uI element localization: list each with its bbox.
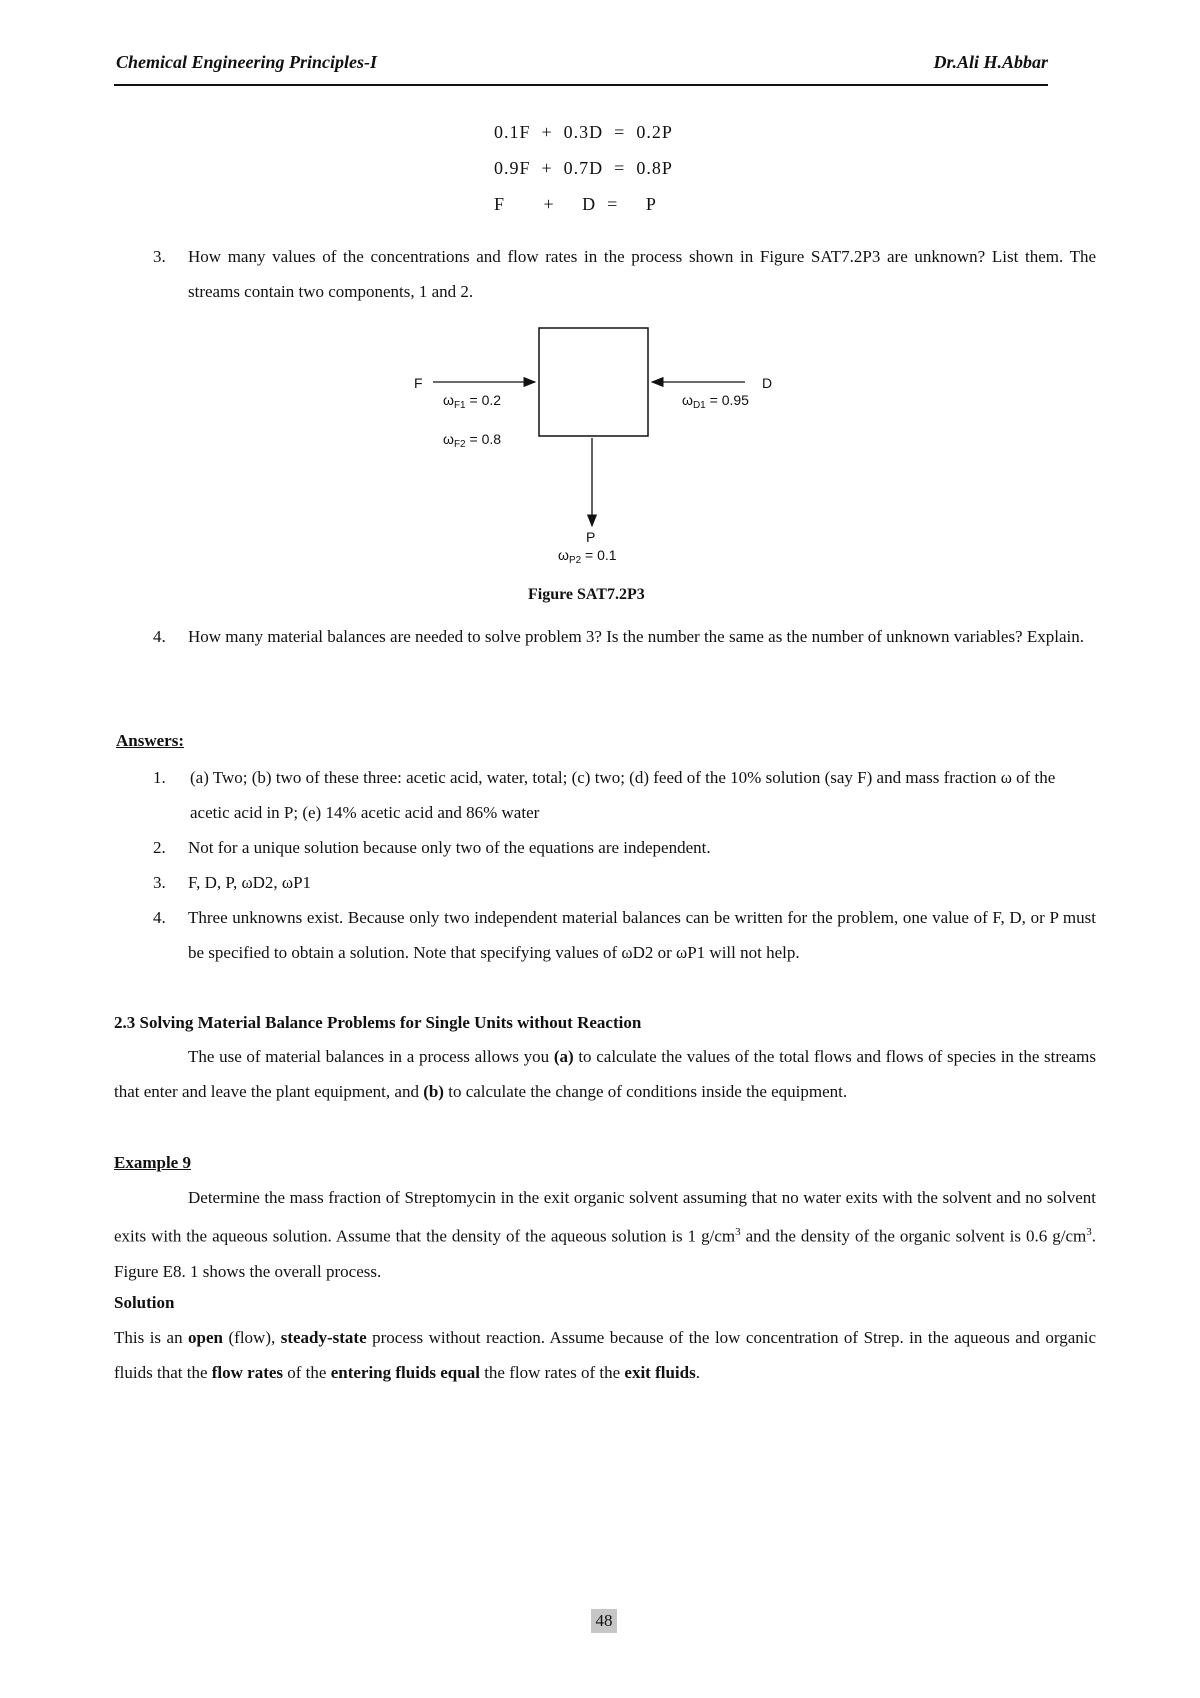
answer-4-text: Three unknowns exist. Because only two independent material balances can be written for the problem, one value of F, D, or P must be specified to obtain a solution. Note that specifying values of ωD2 or ωP1 will not help.	[188, 908, 1096, 962]
equation-1: 0.1F + 0.3D = 0.2P	[494, 122, 673, 142]
example-heading: Example 9	[114, 1153, 191, 1172]
answer-2-text: Not for a unique solution because only two of the equations are independent.	[188, 838, 711, 857]
header-author: Dr.Ali H.Abbar	[933, 52, 1048, 72]
question-3-number: 3.	[153, 247, 166, 266]
section-heading: 2.3 Solving Material Balance Problems for Single Units without Reaction	[114, 1013, 642, 1032]
section-paragraph: The use of material balances in a process allows you (a) to calculate the values of the total flows and flows of species in the streams that enter and leave the plant equipment, and (b) to calculate the change of conditions inside the equipment.	[114, 1047, 1096, 1101]
page-number: 48	[591, 1609, 617, 1633]
question-3-text: How many values of the concentrations and flow rates in the process shown in Figure SAT7.2P3 are unknown? List them. The streams contain two components, 1 and 2.	[188, 247, 1096, 301]
equation-2: 0.9F + 0.7D = 0.8P	[494, 158, 673, 178]
answer-4-number: 4.	[153, 908, 166, 927]
process-diagram	[0, 0, 1200, 640]
example-text: Determine the mass fraction of Streptomycin in the exit organic solvent assuming that no water exits with the solvent and no solvent exits with the aqueous solution. Assume that the density of the aqueous solution is 1 $g/cm^3$ and the density of the organic solvent is 0.6 $g/cm^3$. Figure E8. 1 shows the overall process.	[114, 1188, 1096, 1281]
equation-3: F + D = P	[494, 194, 657, 214]
product-label: P	[586, 529, 596, 545]
answer-1-text: (a) Two; (b) two of these three: acetic acid, water, total; (c) two; (d) feed of the 10% solution (say F) and mass fraction ω of the acetic acid in P; (e) 14% acetic acid and 86% water	[190, 768, 1056, 822]
figure-caption: Figure SAT7.2P3	[528, 586, 645, 603]
question-4-text: How many material balances are needed to solve problem 3? Is the number the same as the number of unknown variables? Explain.	[188, 627, 1084, 646]
feed-fraction-2: $\omega_{F2} = 0.8$	[443, 431, 502, 450]
header-course-title: Chemical Engineering Principles-I	[116, 52, 378, 72]
answer-1-number: 1.	[153, 768, 166, 787]
distillate-label: D	[762, 375, 773, 391]
answer-2-number: 2.	[153, 838, 166, 857]
process-unit-box	[539, 328, 648, 436]
feed-label: F	[414, 375, 423, 391]
question-4-number: 4.	[153, 627, 166, 646]
distillate-fraction-1: $\omega_{D1} = 0.95$	[682, 392, 749, 411]
solution-text: This is an open (flow), steady-state process without reaction. Assume because of the low concentration of Strep. in the aqueous and organic fluids that the flow rates of the entering fluids equal the flow rates of the exit fluids.	[114, 1328, 1097, 1382]
answers-heading: Answers:	[116, 731, 184, 750]
answer-3-number: 3.	[153, 873, 166, 892]
product-fraction-2: $\omega_{P2} = 0.1$	[558, 547, 617, 566]
feed-fraction-1: $\omega_{F1} = 0.2$	[443, 392, 502, 411]
solution-heading: Solution	[114, 1293, 175, 1312]
answer-3-text: F, D, P, ωD2, ωP1	[188, 873, 312, 892]
